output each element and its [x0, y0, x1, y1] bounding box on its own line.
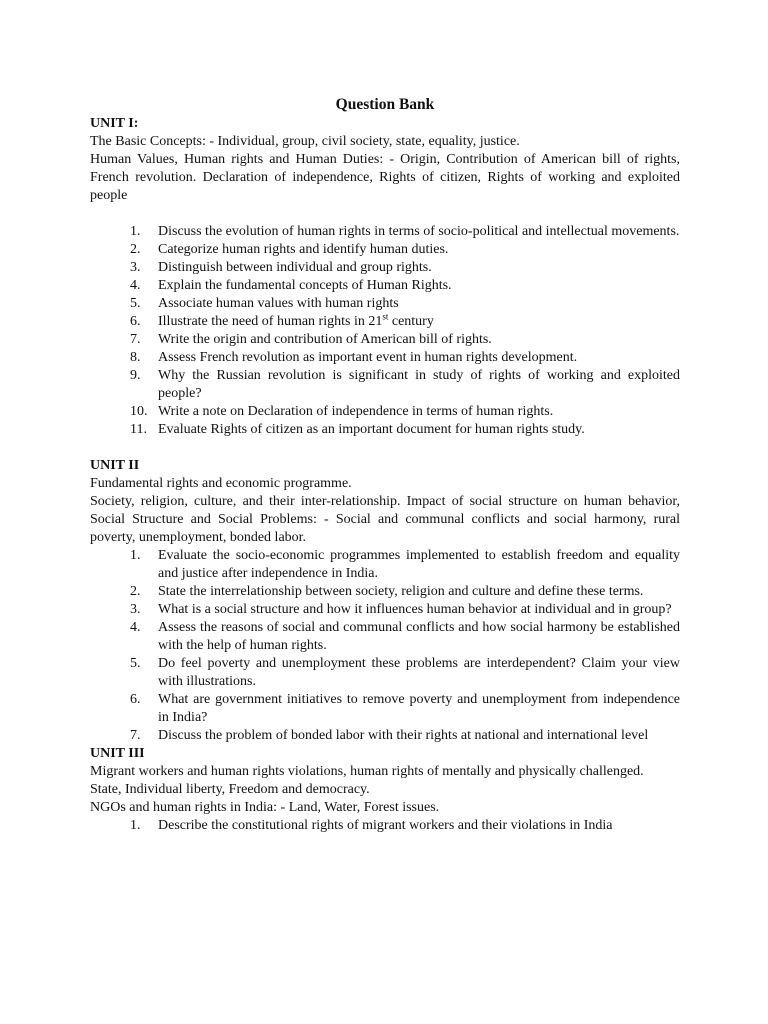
list-item: 1. Describe the constitutional rights of migrant workers and their violations in India	[130, 818, 613, 833]
unit-1-topics-basic: The Basic Concepts: - Individual, group, civil society, state, equality, justice.	[90, 134, 520, 149]
unit-1-question-list	[90, 223, 680, 439]
unit-1-heading: UNIT I:	[90, 116, 139, 131]
unit-3-section	[90, 745, 680, 835]
document-page	[90, 0, 680, 835]
unit-2-topics-society: Society, religion, culture, and their inter-relationship. Impact of social structure on human behavior, Social Structure and Social Problems: - Social and communal conflicts and social harmony, rural poverty, unemployment, bonded labor.	[90, 494, 680, 545]
unit-3-heading: UNIT III	[90, 746, 145, 761]
list-item: 10. Write a note on Declaration of independence in terms of human rights.	[130, 404, 554, 419]
list-item: 6. What are government initiatives to remove poverty and unemployment from independence in India?	[130, 692, 680, 725]
unit-2-topics-fundamental: Fundamental rights and economic programme.	[90, 476, 352, 491]
list-item: 4. Assess the reasons of social and communal conflicts and how social harmony be established with the help of human rights.	[130, 620, 680, 653]
list-item: 7. Discuss the problem of bonded labor with their rights at national and international level	[130, 728, 649, 743]
list-item: 4. Explain the fundamental concepts of Human Rights.	[130, 278, 452, 293]
list-item: 8. Assess French revolution as important event in human rights development.	[130, 350, 578, 365]
unit-3-question-list	[90, 817, 680, 835]
list-item: 7. Write the origin and contribution of American bill of rights.	[130, 332, 492, 347]
list-item: 11. Evaluate Rights of citizen as an important document for human rights study.	[130, 422, 585, 437]
unit-1-topics-values: Human Values, Human rights and Human Duties: - Origin, Contribution of American bill of rights, French revolution. Declaration of independence, Rights of citizen, Rights of working and exploited people	[90, 152, 680, 203]
unit-1-section	[90, 115, 680, 439]
list-item: 2. Categorize human rights and identify human duties.	[130, 242, 449, 257]
page-title: Question Bank	[335, 96, 435, 113]
list-item: 5. Do feel poverty and unemployment these problems are interdependent? Claim your view with illustrations.	[130, 656, 680, 689]
unit-2-section	[90, 457, 680, 745]
list-item: 3. Distinguish between individual and group rights.	[130, 260, 432, 275]
unit-3-topics-ngos: NGOs and human rights in India: - Land, Water, Forest issues.	[90, 800, 440, 815]
unit-3-topics-migrant: Migrant workers and human rights violations, human rights of mentally and physically challenged.	[90, 764, 644, 779]
unit-2-heading: UNIT II	[90, 458, 140, 473]
list-item: 2. State the interrelationship between society, religion and culture and define these terms.	[130, 584, 644, 599]
list-item: 1. Evaluate the socio-economic programmes implemented to establish freedom and equality and justice after independence in India.	[130, 548, 680, 581]
list-item: 9. Why the Russian revolution is significant in study of rights of working and exploited people?	[130, 368, 680, 401]
superscript-st: st	[382, 311, 389, 322]
unit-2-question-list	[90, 547, 680, 745]
list-item: 6. Illustrate the need of human rights in 21st century	[130, 311, 434, 329]
unit-3-topics-state: State, Individual liberty, Freedom and democracy.	[90, 782, 370, 797]
list-item: 1. Discuss the evolution of human rights in terms of socio-political and intellectual movements.	[130, 224, 680, 239]
list-item: 3. What is a social structure and how it influences human behavior at individual and in group?	[130, 602, 672, 617]
list-item: 5. Associate human values with human rights	[130, 296, 399, 311]
